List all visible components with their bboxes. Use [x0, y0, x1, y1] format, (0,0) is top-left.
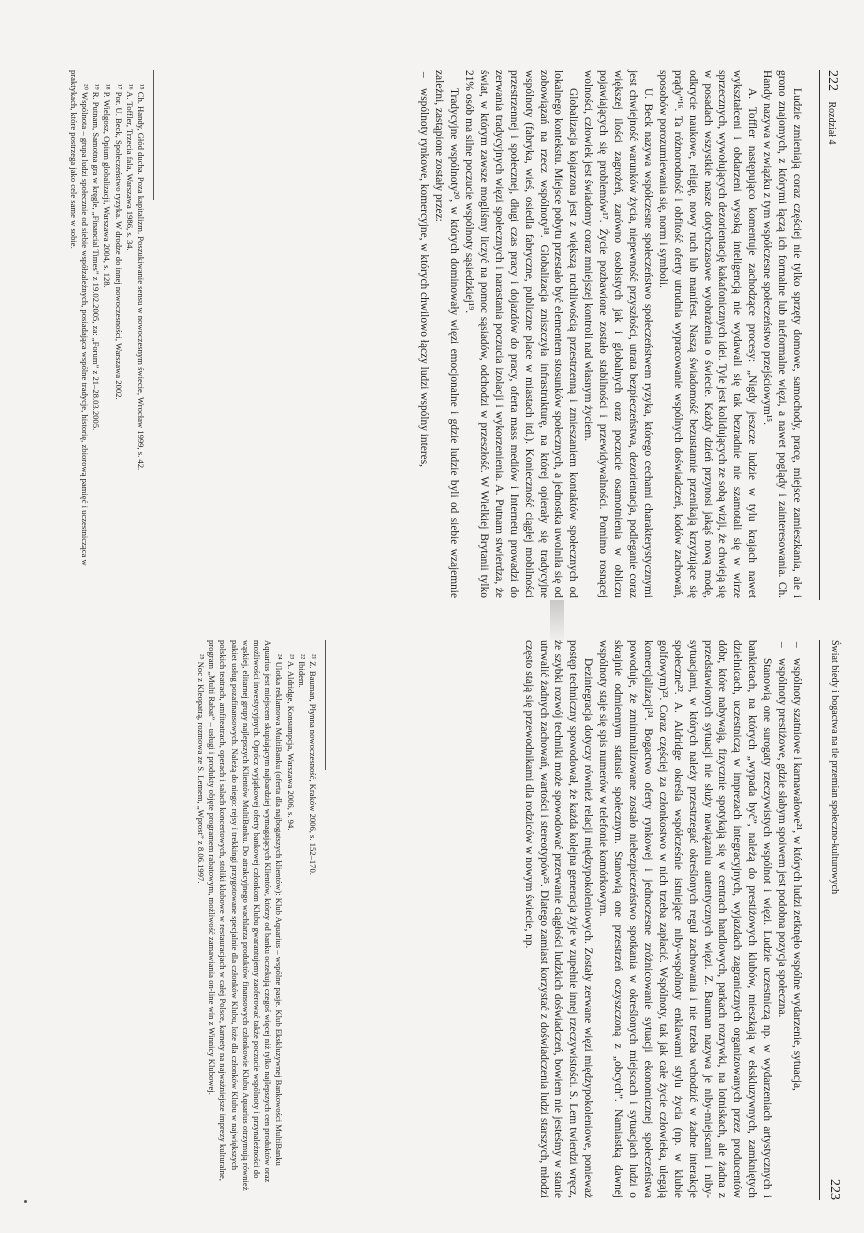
footnote: ¹⁸ P. Wielgosz, Opium globalizacji, Warszawa 2004, s. 128.: [102, 84, 113, 288]
footnote: ¹⁷ Por. U. Beck, Społeczeństwo ryzyka. W drodze do innej nowoczesności, Warszawa 2002.: [113, 84, 124, 400]
paragraph: Ludzie zmieniają coraz częściej nie tylko sprzęty domowe, samochody, pracę, miejsce zamieszkania, ale i grono znajomych, z którymi łączą ich formalne lub nieformalne więzi, a nawet poglądy i zainteresowania. Ch. Handy nazywa w związku z tym współczesne społeczeństwo przejściowym¹⁵.: [761, 70, 803, 598]
right-page: [0, 620, 864, 1233]
running-title: Świat biedy i bogactwa na tle przemian społeczno-kulturowych: [829, 640, 840, 895]
paragraph: Globalizacja kojarzona jest z większą ruchliwością przestrzenną i zmieszaniem kontaktów społecznych od lokalnego kontekstu. Miejsce pobytu przestało być elementem stosunków społecznych, a jednostka uwolniła się od zobowiązań na rzecz wspólnoty¹⁸. Globalizacja zniszczyła infrastrukturę, na której opierały się tradycyjne wspólnoty (fabryka, wieś, osiedla fabryczne, publiczne place w miastach itd.). Konieczność ciągłej mobilności przestrzennej i społecznej, długi czas pracy i dojazdów do pracy, oferta mass mediów i Internetu prowadzi do zerwania tradycyjnych więzi społecznych i narastania poczucia izolacji i wykorzenienia. A. Putnam stwierdza, że świat, w którym zawsze mogliśmy liczyć na pomoc sąsiadów, odchodzi w przeszłość. W Wielkiej Brytanii tylko 21% osób ma silne poczucie wspólnoty sąsiedzkiej¹⁹.: [463, 70, 580, 598]
right-page-header: [829, 640, 840, 1200]
chapter-title: Rozdział 4: [826, 101, 837, 145]
footnote: ¹⁹ R. Putnam, Samotna gra w kręgle, „Financial Times” z 19.02.2005, za: „Forum” z 21–28.03.2005.: [91, 84, 102, 431]
footnote: ²⁵ Noc z Kleopatrą, rozmowa ze S. Lemem, „Wprost” z 8.06.1997.: [195, 654, 206, 884]
bullet-list: [774, 640, 804, 1198]
right-page-body: [521, 640, 804, 1198]
header-rule: [819, 640, 820, 1200]
footnote: ²⁰ Wspólnota – grupa ludzi społecznie od siebie współzależnych, posiadająca wspólne tradycje, historię, zbiorową pamięć i uczestnicząca w praktykach, które postrzega jako cele same w sobie.: [68, 70, 90, 566]
footnote: ¹⁶ A. Toffler, Trzecia fala, Warszawa 1986, s. 34.: [124, 84, 135, 251]
paragraph: A. Toffler następująco komentuje zachodzące procesy: „Nigdy jeszcze ludzie w tylu krajach nawet wykształceni i obdarzeni wysoką inteligencją nie wydawali się tak bezradnie nie szamotali się w wirze sprzecznych, wywołujących dezorientację kakafonicznych idei. Tyle jest kolidujących ze sobą wizji, że chwieją się w posadach wszystkie nasze dotychczasowe wyobrażenia o świecie. Każdy dzień przynosi jakąś nową modę, odkrycie naukowe, religię, nowy ruch lub manifest. Naszą świadomość bezustannie przenikają krzyżujące się prądy”¹⁶. Ta różnorodność i obfitość oferty utrudnia wypracowanie wspólnych doświadczeń, kodów zachowań, sposobów porozumiewania się, norm i symboli.: [656, 70, 759, 598]
footnote: ²¹ Z. Bauman, Płynna nowoczesność, Kraków 2006, s. 152–170.: [308, 654, 318, 875]
left-footnotes: [68, 70, 146, 598]
page-number: 222: [825, 70, 840, 91]
right-footnotes: [195, 640, 318, 1198]
left-page-header: [824, 70, 840, 145]
paragraph: Tradycyjne wspólnoty²⁰, w których dominowały więzi emocjonalne i gdzie ludzie byli od siebie wzajemnie zależni, zastąpione zostały przez:: [433, 70, 461, 598]
footnote: ²³ A. Aldridge, Konsumpcja, Warszawa 2006, s. 94.: [285, 654, 296, 831]
paragraph: U. Beck nazywa współczesne społeczeństwo społeczeństwem ryzyka, którego cechami charakterystycznymi jest chwiejność warunków życia, niepewność przyszłości, utrata bezpieczeństwa, dezorientacja, podleganie coraz większej ilości zagrożeń, zarówno osobistych jak i globalnych oraz poczucie osamotnienia w obliczu pojawiających się problemów¹⁷. Życie pozbawione zostało stabilności i przewidywalności. Pomimo rosnącej wolności, człowiek jest świadomy coraz mniejszej kontroli nad własnym życiem.: [582, 70, 654, 598]
list-item: – wspólnoty szatniowe i karnawałowe²¹, w których ludzi zetknęło wspólne wydarzenie, sytuacja,: [789, 640, 804, 1198]
list-item: – wspólnoty rynkowe, komercyjne, w których chwilowo łączy ludzi wspólny interes,: [416, 70, 431, 598]
paragraph: Stanowią one surogaty rzeczywistych wspólnot i więzi. Ludzie uczestniczą np. w wydarzeniach artystycznych i bankietach, na których „wypada być”, należą do prestiżowych klubów, mieszkają w ekskluzywnych, zamkniętych dzielnicach, uczestniczą w imprezach integracyjnych, wyjazdach zagranicznych organizowanych przez producentów dóbr, które nabywają, fizycznie spotykają się w centrach handlowych, parkach rozrywki, na lotniskach, ale żadna z przedstawionych sytuacji nie służy nawiązaniu autentycznych więzi. Z. Bauman nazywa je niby-miejscami i niby-sytuacjami, w których należy przestrzegać określonych reguł zachowania i nie trzeba wchodzić w żadne interakcje społeczne²². A. Aldridge określa współcześnie istniejące niby-wspólnoty enklawami stylu życia (np. w klubie golfowym)²³. Coraz częściej za członkostwo w nich trzeba zapłacić. Wspólnoty, tak jak całe życie człowieka, ulegają komercjalizacji²⁴. Bogactwo oferty rynkowej i jednoczesne zróżnicowanie sytuacji ekonomicznej społeczeństwa powoduje, że zminimalizowane zostało niebezpieczeństwo spotkania w określonych miejscach i sytuacjach ludzi o skrajnie odmiennym statusie społecznym. Stanowią one przestrzeń oczyszczoną z „obcych”. Namiastką dawnej wspólnoty staje się spis numerów w telefonie komórkowym.: [597, 640, 774, 1198]
scan-speck: [24, 1200, 27, 1203]
paragraph: Dezintegracja dotyczy również relacji międzypokoleniowych. Zostały zerwane więzi międzypokoleniowe, ponieważ postęp techniczny spowodował, że każda kolejna generacja żyje w zupełnie innej rzeczywistości. S. Lem twierdzi wręcz, że szybki rozwój techniki może spowodować przerwanie ciągłości ludzkich doświadczeń, bowiem nie jesteśmy w stanie utrwalić żadnych zachowań, wartości i stereotypów²⁵. Dlatego zamiast korzystać z doświadczenia ludzi starszych, młodzi często stają się przewodnikami dla rodziców w nowym świecie, np.: [522, 640, 595, 1198]
page-number: 223: [827, 1179, 842, 1200]
left-page-body: [416, 70, 804, 598]
footnote-rule: [325, 640, 326, 770]
footnote-rule: [153, 70, 154, 200]
bullet-list: [416, 70, 431, 598]
header-rule: [819, 70, 820, 600]
footnote: ²² Ibidem.: [296, 654, 307, 688]
footnote: ¹⁵ Ch. Handy, Głód ducha. Poza kapitalizm. Poszukiwanie sensu w nowoczesnym świecie, Wrocław 1999, s. 42.: [136, 84, 146, 471]
list-item: – wspólnoty prestiżowe, gdzie słabym spoiwem jest podobna pozycja społeczna.: [774, 640, 789, 1198]
footnote: ²⁴ Ulotka reklamowa MultiBanku (oferta dla najbogatszych klientów): Klub Aquarius – wspólne pasje. Klub Ekskluzywnej Bankowości MultiBanku Aquarius jest miejscem skupiającym najbardziej wymagających Klientów, którzy od banku oczekują czegoś więcej niż tylko najlepszych cen produktów oraz możliwości inwestycyjnych. Oprócz wyjątkowej oferty bankowej członkom Klubu gwarantujemy zaoferować także poczucie wspólnoty i przynależności do wąskiej, elitarnej grupy najlepszych Klientów MultiBanku. Do atrakcyjnego wachlarza produktów finansowych członkowie Klubu Aquarius otrzymują również pakiet usług pozafinansowych. Należą do niego: rejsy i trekkingi przygotowane specjalnie dla członków Klubu, loże dla członków Klubu w największych polskich teatrach, amfiteatrach, operach i salach koncertowych, stoliki klubowe w restauracjach w całej Polsce, karnety na najważniejsze imprezy kulturalne, program „Multi Rabat” – usługi i produkty objęte programem rabatowym, możliwość zamawiania on-line win z Winnicy Klubowej.: [207, 640, 285, 1191]
